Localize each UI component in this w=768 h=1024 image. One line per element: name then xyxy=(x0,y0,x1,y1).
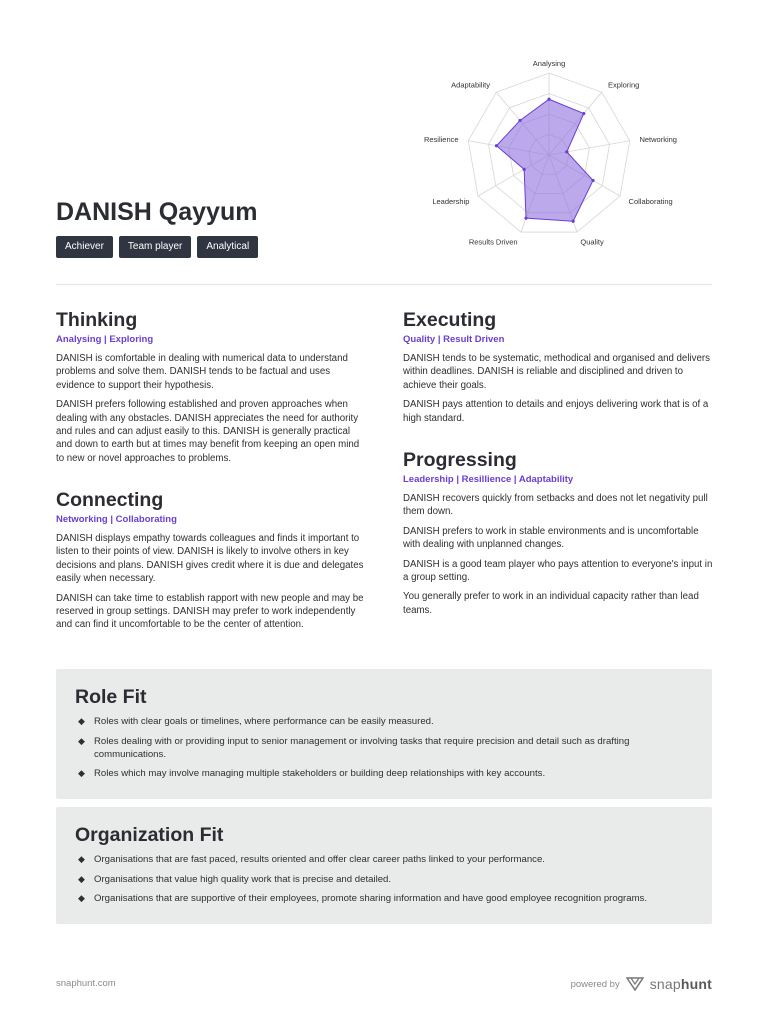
section-paragraph: DANISH prefers to work in stable environments and is uncomfortable with dealing with unplanned changes. xyxy=(403,525,699,551)
org-fit-title: Organization Fit xyxy=(75,824,224,846)
radar-axis-label: Results Driven xyxy=(468,237,518,247)
profile-tags xyxy=(56,236,258,258)
radar-axis-label: Adaptability xyxy=(451,80,490,90)
bullet-icon: ◆ xyxy=(78,893,85,903)
section-paragraph: DANISH recovers quickly from setbacks and does not let negativity pull them down. xyxy=(403,493,708,518)
tag-team-player: Team player xyxy=(119,236,191,258)
radar-value-point xyxy=(518,119,521,122)
section-thinking xyxy=(56,308,366,465)
section-paragraph: You generally prefer to work in an individual capacity rather than lead teams. xyxy=(403,591,699,616)
radar-area xyxy=(495,98,595,223)
section-paragraph: DANISH can take time to establish rapport with new people and may be reserved in group settings. DANISH may prefer to work independently and can find it uncomfortable to be the center of attention. xyxy=(56,592,364,631)
snaphunt-logo-icon xyxy=(626,977,644,991)
org-fit-list xyxy=(78,853,688,912)
radar-chart xyxy=(410,52,700,248)
powered-by-label: powered by xyxy=(570,978,620,990)
section-paragraph: DANISH is comfortable in dealing with numerical data to understand problems and solve them. DANISH tends to be factual and uses evidence to support their hypothesis. xyxy=(56,353,348,391)
brand-name: snaphunt xyxy=(649,976,712,992)
radar-axis-label: Exploring xyxy=(608,80,640,90)
section-title: Connecting xyxy=(56,489,164,511)
footer-site-link[interactable]: snaphunt.com xyxy=(56,978,116,989)
radar-axis-label: Quality xyxy=(580,237,604,247)
section-paragraph: DANISH prefers following established and proven approaches when dealing with any obstacles. DANISH appreciates the need for authority and rules and can adjust easily to this. DANISH is generally practical and down to earth but at times may benefit from keeping an open mind to new or novel approaches to problems. xyxy=(56,399,360,464)
list-item: ◆ Roles dealing with or providing input to senior management or involving tasks that require precision and detail such as drafting communications. xyxy=(78,735,630,760)
header-divider xyxy=(56,284,712,285)
list-item: ◆ Organisations that are supportive of their employees, promote sharing information and have good employee recognition programs. xyxy=(78,893,648,904)
section-connecting xyxy=(56,488,366,632)
radar-value-point xyxy=(524,217,527,220)
bullet-icon: ◆ xyxy=(78,716,85,726)
tag-analytical: Analytical xyxy=(197,236,258,258)
radar-axis-label: Leadership xyxy=(432,196,470,206)
radar-value-point xyxy=(572,220,575,223)
section-subtitle: Analysing | Exploring xyxy=(56,334,154,345)
bullet-icon: ◆ xyxy=(78,735,85,746)
profile-name: DANISH Qayyum xyxy=(56,198,258,226)
radar-value-point xyxy=(523,168,526,171)
section-paragraph: DANISH tends to be systematic, methodical and organised and delivers within deadlines. DANISH is reliable and disciplined and driven to achieve their goals. xyxy=(403,353,710,391)
section-paragraph: DANISH pays attention to details and enjoys delivering work that is of a high standard. xyxy=(403,399,709,424)
bullet-icon: ◆ xyxy=(78,854,85,864)
section-executing xyxy=(403,308,713,425)
role-fit-box xyxy=(56,669,712,799)
radar-axis-label: Networking xyxy=(639,135,677,145)
section-subtitle: Leadership | Resillience | Adaptability xyxy=(403,474,574,485)
tag-achiever: Achiever xyxy=(56,236,113,258)
section-title: Executing xyxy=(403,309,497,331)
section-title: Thinking xyxy=(56,309,138,331)
section-progressing xyxy=(403,448,713,617)
role-fit-title: Role Fit xyxy=(75,686,147,708)
bullet-icon: ◆ xyxy=(78,873,85,884)
list-item: ◆ Organisations that value high quality work that is precise and detailed. xyxy=(78,873,392,885)
list-item: ◆ Organisations that are fast paced, results oriented and offer clear career paths linked to your performance. xyxy=(78,854,545,865)
radar-axis-label: Resilience xyxy=(423,135,459,145)
section-subtitle: Quality | Result Driven xyxy=(403,334,505,345)
section-title: Progressing xyxy=(403,449,517,471)
section-paragraph: DANISH displays empathy towards colleagues and finds it important to listen to their points of view. DANISH is likely to involve others in key decisions and plans. DANISH gives credit where it is due and delegates easily when necessary. xyxy=(56,533,364,585)
org-fit-box xyxy=(56,807,712,924)
list-item: ◆ Roles with clear goals or timelines, where performance can be easily measured. xyxy=(78,716,434,727)
radar-axis-label: Collaborating xyxy=(628,196,673,206)
radar-value-point xyxy=(591,179,594,182)
radar-value-point xyxy=(582,112,585,115)
radar-axis-label: Analysing xyxy=(532,59,566,69)
radar-value-point xyxy=(547,98,550,101)
section-paragraph: DANISH is a good team player who pays attention to everyone's input in a group setting. xyxy=(403,558,713,584)
radar-value-point xyxy=(495,144,498,147)
radar-value-point xyxy=(565,150,568,153)
section-subtitle: Networking | Collaborating xyxy=(56,514,177,525)
list-item: ◆ Roles which may involve managing multiple stakeholders or building deep relationships with key accounts. xyxy=(78,768,546,779)
footer-branding xyxy=(571,976,712,992)
role-fit-list xyxy=(78,715,688,787)
bullet-icon: ◆ xyxy=(78,768,85,778)
